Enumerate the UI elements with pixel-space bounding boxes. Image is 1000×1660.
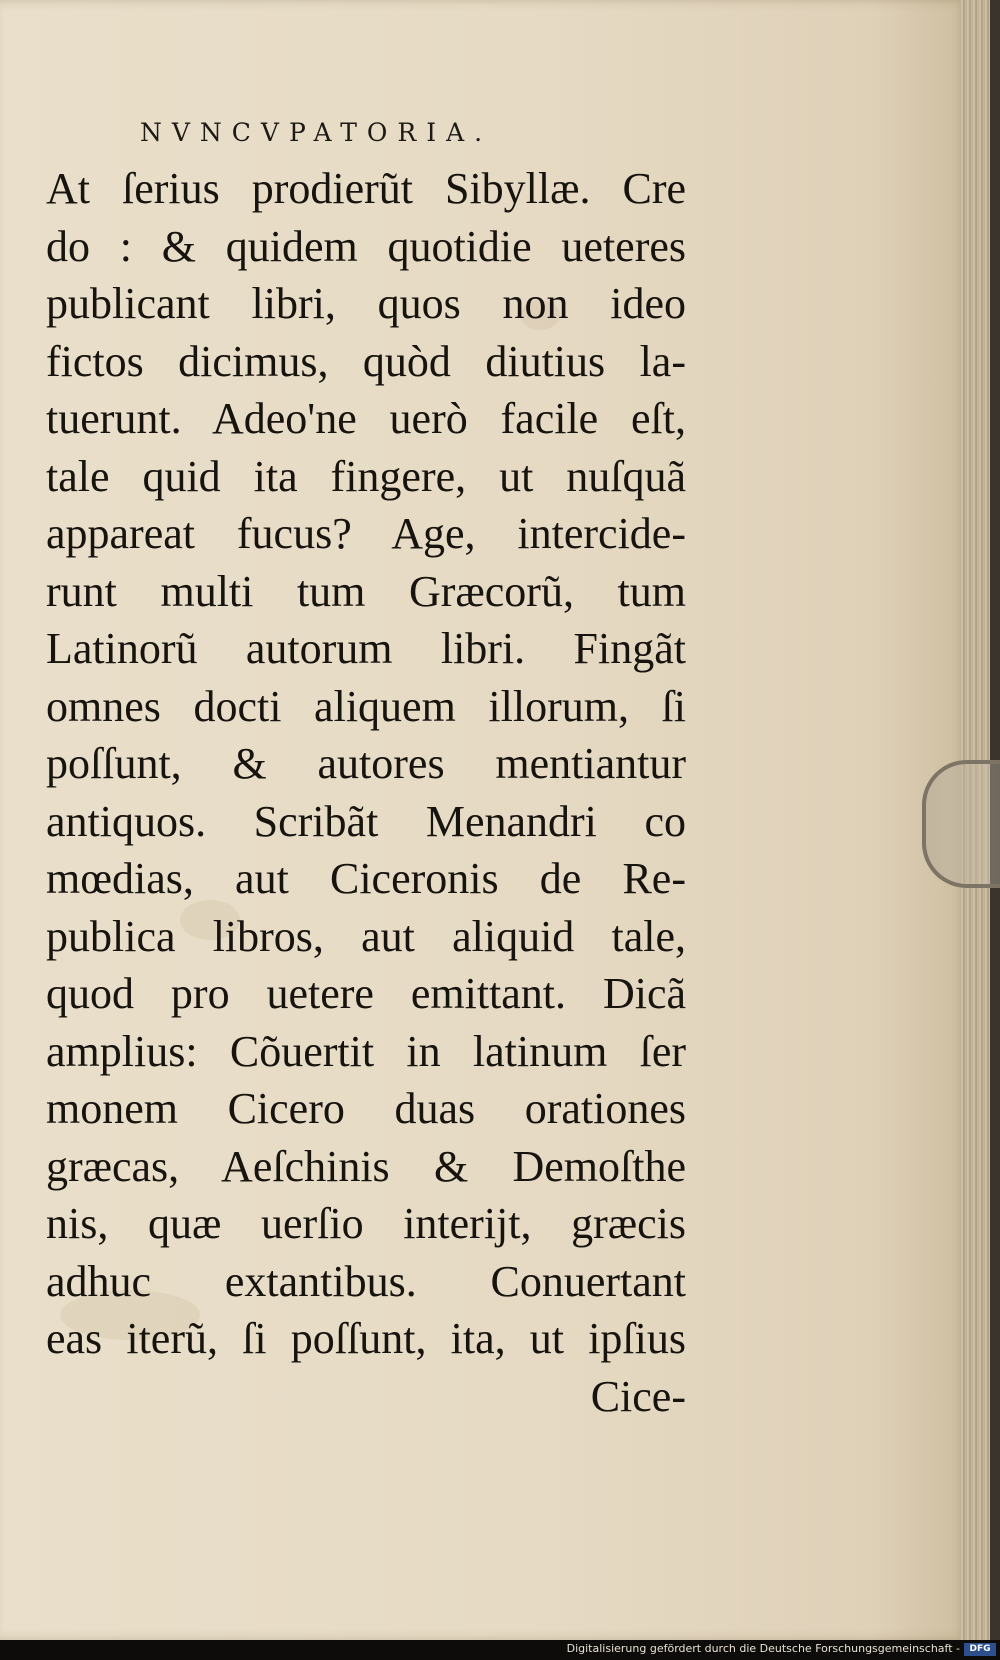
- text-line: eas iterũ, ſi poſſunt, ita, ut ipſius: [46, 1314, 686, 1363]
- funding-credit: Digitalisierung gefördert durch die Deutsche Forschungsgemeinschaft -: [566, 1642, 960, 1655]
- footer-bar: [0, 1640, 1000, 1660]
- text-line: At ſerius prodierũt Sibyllæ. Cre: [46, 164, 686, 213]
- text-line: poſſunt, & autores mentiantur: [46, 739, 686, 788]
- text-line: publicant libri, quos non ideo: [46, 279, 686, 328]
- text-line: antiquos. Scribãt Menandri co: [46, 796, 686, 846]
- text-line: adhuc extantibus. Conuertant: [46, 1256, 686, 1306]
- text-line: fictos dicimus, quòd diutius la-: [46, 336, 686, 386]
- text-line: quod pro uetere emittant. Dicã: [46, 969, 686, 1018]
- text-line: monem Cicero duas orationes: [46, 1084, 686, 1133]
- text-line: tuerunt. Adeo'ne uerò facile eſt,: [46, 394, 686, 443]
- text-line: publica libros, aut aliquid tale,: [46, 911, 686, 961]
- text-line: Latinorũ autorum libri. Fingãt: [46, 624, 686, 673]
- text-line: græcas, Aeſchinis & Demoſthe: [46, 1141, 686, 1191]
- text-line: tale quid ita fingere, ut nuſquã: [46, 451, 686, 501]
- text-line: appareat fucus? Age, intercide-: [46, 509, 686, 558]
- catchword: Cice-: [590, 1371, 686, 1421]
- text-line: mœdias, aut Ciceronis de Re-: [46, 854, 686, 903]
- text-line: amplius: Cõuertit in latinum ſer: [46, 1026, 686, 1076]
- body-text: [46, 160, 686, 1425]
- text-line: omnes docti aliquem illorum, ſi: [46, 681, 686, 731]
- dfg-logo[interactable]: DFG: [964, 1643, 996, 1656]
- text-line: runt multi tum Græcorũ, tum: [46, 566, 686, 616]
- text-line: nis, quæ uerſio interijt, græcis: [46, 1199, 686, 1248]
- page-clip: [922, 760, 1000, 888]
- text-line: do : & quidem quotidie ueteres: [46, 221, 686, 271]
- running-head: NVNCVPATORIA.: [140, 118, 493, 147]
